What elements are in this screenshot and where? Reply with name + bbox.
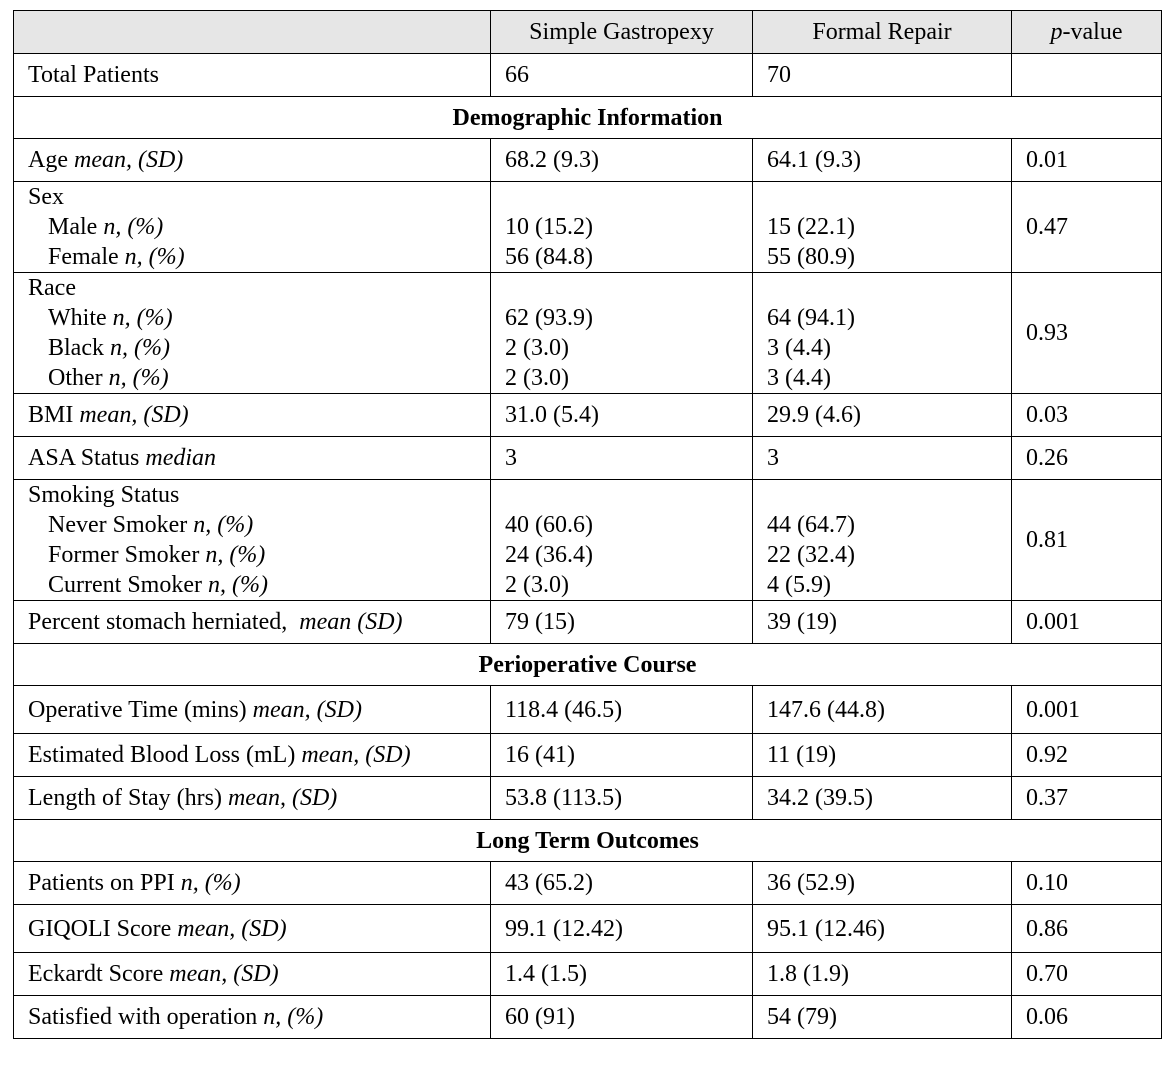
label-text: Current Smoker bbox=[48, 572, 208, 598]
label-unit: n, (%) bbox=[124, 244, 185, 270]
cell-simple: 79 (15) bbox=[491, 601, 753, 644]
cell-formal: 11 (19) bbox=[753, 734, 1012, 777]
label-text: Eckardt Score bbox=[28, 961, 170, 987]
cell-simple: 66 bbox=[491, 54, 753, 97]
table-row-age bbox=[14, 139, 1162, 182]
cell-simple: 1.4 (1.5) bbox=[491, 953, 753, 996]
label-text: Length of Stay (hrs) bbox=[28, 785, 228, 811]
cell-simple bbox=[491, 182, 753, 273]
cell-p: 0.06 bbox=[1012, 996, 1162, 1039]
value-male: 10 (15.2) bbox=[505, 214, 593, 240]
table-row-operative-time bbox=[14, 686, 1162, 734]
cell-p: 0.001 bbox=[1012, 686, 1162, 734]
sub-label-other bbox=[28, 363, 490, 393]
label-text: Patients on PPI bbox=[28, 870, 181, 896]
label-unit: n, (%) bbox=[263, 1004, 324, 1030]
cell-formal: 54 (79) bbox=[753, 996, 1012, 1039]
label-unit: mean, (SD) bbox=[252, 696, 362, 723]
cell-formal: 3 bbox=[753, 437, 1012, 480]
table-row-bmi bbox=[14, 394, 1162, 437]
row-label bbox=[14, 139, 491, 182]
row-label bbox=[14, 953, 491, 996]
row-label bbox=[14, 394, 491, 437]
cell-p: 0.93 bbox=[1012, 273, 1162, 394]
outcomes-table bbox=[13, 10, 1162, 1039]
label-text: ASA Status bbox=[28, 445, 146, 471]
header-p-rest: -value bbox=[1062, 19, 1123, 45]
label-text: Never Smoker bbox=[48, 512, 194, 538]
cell-simple: 31.0 (5.4) bbox=[491, 394, 753, 437]
value-black: 3 (4.4) bbox=[767, 335, 831, 361]
label-unit: mean, (SD) bbox=[169, 961, 279, 987]
cell-simple: 118.4 (46.5) bbox=[491, 686, 753, 734]
cell-formal: 64.1 (9.3) bbox=[753, 139, 1012, 182]
label-text: White bbox=[48, 305, 113, 331]
section-demographic bbox=[14, 97, 1162, 139]
value-never: 44 (64.7) bbox=[767, 512, 855, 538]
sub-label-female bbox=[28, 242, 490, 272]
sub-label-never bbox=[28, 510, 490, 540]
cell-simple bbox=[491, 480, 753, 601]
header-formal-repair: Formal Repair bbox=[753, 11, 1012, 54]
cell-simple: 16 (41) bbox=[491, 734, 753, 777]
cell-p: 0.86 bbox=[1012, 905, 1162, 953]
group-label: Sex bbox=[28, 184, 64, 210]
row-label bbox=[14, 480, 491, 601]
cell-p: 0.26 bbox=[1012, 437, 1162, 480]
sub-label-black bbox=[28, 333, 490, 363]
label-unit: mean, (SD) bbox=[227, 785, 338, 811]
label-unit: n, (%) bbox=[108, 365, 169, 391]
cell-p: 0.01 bbox=[1012, 139, 1162, 182]
value-former: 22 (32.4) bbox=[767, 542, 855, 568]
label-text: Other bbox=[48, 365, 109, 391]
value-other: 3 (4.4) bbox=[767, 365, 831, 391]
table-row-giqoli bbox=[14, 905, 1162, 953]
sub-label-male bbox=[28, 212, 490, 242]
row-label bbox=[14, 182, 491, 273]
table-row-eckardt bbox=[14, 953, 1162, 996]
value-white: 64 (94.1) bbox=[767, 305, 855, 331]
value-former: 24 (36.4) bbox=[505, 542, 593, 568]
cell-formal: 29.9 (4.6) bbox=[753, 394, 1012, 437]
table-row-herniated bbox=[14, 601, 1162, 644]
header-blank bbox=[14, 11, 491, 54]
cell-p: 0.10 bbox=[1012, 862, 1162, 905]
table-row-ppi bbox=[14, 862, 1162, 905]
label-text: Black bbox=[48, 335, 110, 361]
row-label bbox=[14, 905, 491, 953]
row-label bbox=[14, 996, 491, 1039]
value-female: 55 (80.9) bbox=[767, 244, 855, 270]
label-unit: n, (%) bbox=[112, 305, 173, 331]
label-text: BMI bbox=[28, 402, 80, 428]
table-row-total-patients bbox=[14, 54, 1162, 97]
cell-p: 0.03 bbox=[1012, 394, 1162, 437]
section-perioperative bbox=[14, 644, 1162, 686]
value-white: 62 (93.9) bbox=[505, 305, 593, 331]
table-row-smoking bbox=[14, 480, 1162, 601]
row-label bbox=[14, 862, 491, 905]
row-label bbox=[14, 777, 491, 820]
value-male: 15 (22.1) bbox=[767, 214, 855, 240]
cell-formal bbox=[753, 480, 1012, 601]
value-black: 2 (3.0) bbox=[505, 335, 569, 361]
cell-p: 0.37 bbox=[1012, 777, 1162, 820]
label-text: Satisfied with operation bbox=[28, 1004, 264, 1030]
value-female: 56 (84.8) bbox=[505, 244, 593, 270]
label-text: Male bbox=[48, 214, 104, 240]
value-never: 40 (60.6) bbox=[505, 512, 593, 538]
label-unit: median bbox=[145, 445, 217, 471]
value-current: 2 (3.0) bbox=[505, 572, 569, 598]
row-label bbox=[14, 437, 491, 480]
row-label bbox=[14, 273, 491, 394]
section-title: Long Term Outcomes bbox=[14, 820, 1162, 862]
cell-formal bbox=[753, 182, 1012, 273]
label-unit: n, (%) bbox=[180, 870, 241, 896]
label-unit: mean bbox=[79, 402, 132, 428]
label-unit: mean, (SD) bbox=[73, 147, 184, 173]
cell-simple: 53.8 (113.5) bbox=[491, 777, 753, 820]
label-text: Estimated Blood Loss (mL) bbox=[28, 742, 302, 768]
label-unit: n, (%) bbox=[205, 542, 266, 568]
table-row-race bbox=[14, 273, 1162, 394]
label-text: Former Smoker bbox=[48, 542, 206, 568]
cell-formal: 1.8 (1.9) bbox=[753, 953, 1012, 996]
cell-p: 0.92 bbox=[1012, 734, 1162, 777]
table-row-satisfied bbox=[14, 996, 1162, 1039]
row-label bbox=[14, 601, 491, 644]
label-text: Age bbox=[28, 147, 74, 173]
label-unit-2: , (SD) bbox=[131, 402, 189, 428]
cell-formal: 70 bbox=[753, 54, 1012, 97]
cell-formal: 39 (19) bbox=[753, 601, 1012, 644]
cell-formal bbox=[753, 273, 1012, 394]
cell-formal: 147.6 (44.8) bbox=[753, 686, 1012, 734]
table-header-row bbox=[14, 11, 1162, 54]
header-p-italic: p bbox=[1050, 19, 1063, 45]
label-unit: mean, (SD) bbox=[177, 915, 287, 942]
group-label: Race bbox=[28, 275, 76, 301]
row-label bbox=[14, 686, 491, 734]
header-p-value bbox=[1012, 11, 1162, 54]
label-text: Operative Time (mins) bbox=[28, 696, 253, 723]
cell-p: 0.47 bbox=[1012, 182, 1162, 273]
cell-simple: 43 (65.2) bbox=[491, 862, 753, 905]
value-other: 2 (3.0) bbox=[505, 365, 569, 391]
cell-simple bbox=[491, 273, 753, 394]
cell-p bbox=[1012, 54, 1162, 97]
table-row-blood-loss bbox=[14, 734, 1162, 777]
group-label: Smoking Status bbox=[28, 482, 180, 508]
cell-simple: 68.2 (9.3) bbox=[491, 139, 753, 182]
cell-formal: 95.1 (12.46) bbox=[753, 905, 1012, 953]
section-title: Perioperative Course bbox=[14, 644, 1162, 686]
cell-simple: 60 (91) bbox=[491, 996, 753, 1039]
row-label bbox=[14, 734, 491, 777]
section-long-term bbox=[14, 820, 1162, 862]
sub-label-current bbox=[28, 570, 490, 600]
table-row-sex bbox=[14, 182, 1162, 273]
cell-p: 0.001 bbox=[1012, 601, 1162, 644]
sub-label-white bbox=[28, 303, 490, 333]
label-unit: mean, (SD) bbox=[301, 742, 411, 768]
label-text: GIQOLI Score bbox=[28, 915, 178, 942]
cell-p: 0.70 bbox=[1012, 953, 1162, 996]
label-unit: n, (%) bbox=[109, 335, 170, 361]
label-text: Female bbox=[48, 244, 125, 270]
label-unit: mean (SD) bbox=[299, 609, 403, 635]
cell-formal: 36 (52.9) bbox=[753, 862, 1012, 905]
row-label: Total Patients bbox=[14, 54, 491, 97]
cell-simple: 3 bbox=[491, 437, 753, 480]
table-row-asa bbox=[14, 437, 1162, 480]
label-text: Percent stomach herniated, bbox=[28, 609, 300, 635]
label-unit: n, (%) bbox=[103, 214, 164, 240]
label-unit: n, (%) bbox=[207, 572, 268, 598]
cell-formal: 34.2 (39.5) bbox=[753, 777, 1012, 820]
section-title: Demographic Information bbox=[14, 97, 1162, 139]
cell-p: 0.81 bbox=[1012, 480, 1162, 601]
header-simple-gastropexy: Simple Gastropexy bbox=[491, 11, 753, 54]
sub-label-former bbox=[28, 540, 490, 570]
label-unit: n, (%) bbox=[193, 512, 254, 538]
value-current: 4 (5.9) bbox=[767, 572, 831, 598]
table-row-length-of-stay bbox=[14, 777, 1162, 820]
cell-simple: 99.1 (12.42) bbox=[491, 905, 753, 953]
